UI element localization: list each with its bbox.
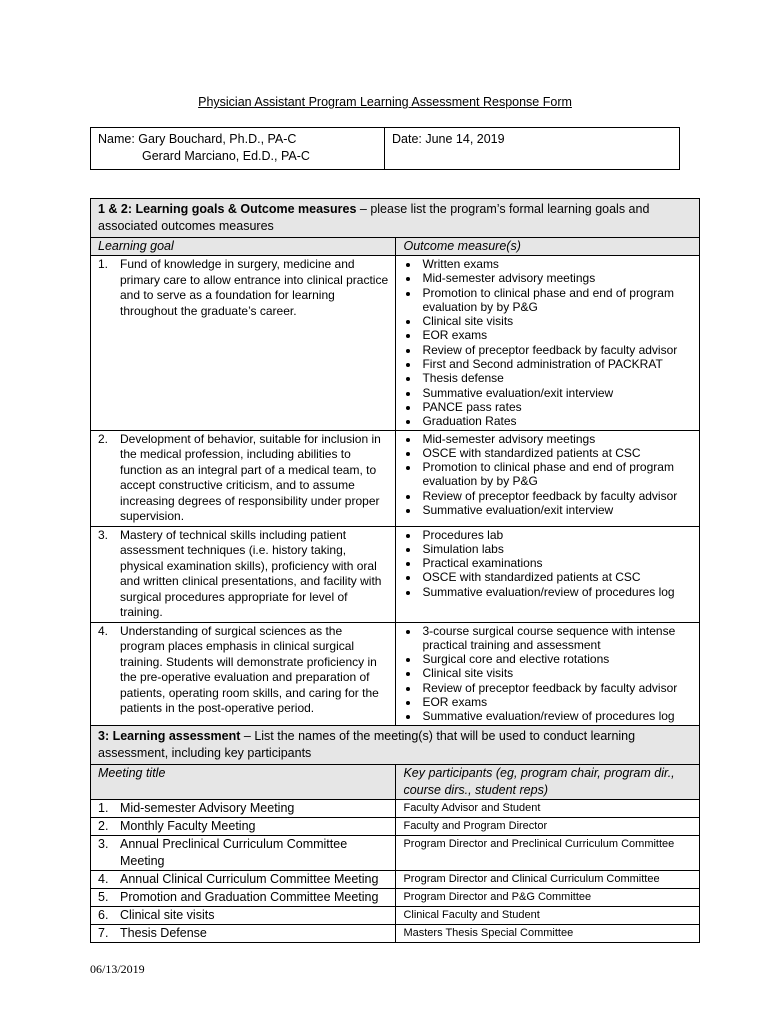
- col-key-participants: Key participants (eg, program chair, program dir., course dirs., student reps): [396, 764, 700, 799]
- measure-item: • Promotion to clinical phase and end of program evaluation by by P&G: [420, 286, 692, 315]
- meeting-number: 2.: [98, 818, 109, 833]
- measure-item: • Review of preceptor feedback by faculty advisor: [420, 489, 692, 503]
- meeting-title-cell: [91, 870, 396, 888]
- meeting-title-cell: [91, 906, 396, 924]
- goal-number: 2.: [98, 431, 109, 446]
- goal-row: [91, 526, 700, 622]
- meeting-number: 4.: [98, 871, 109, 886]
- measure-item: • OSCE with standardized patients at CSC: [420, 570, 692, 584]
- measure-item: • Review of preceptor feedback by faculty advisor: [420, 343, 692, 357]
- section-1-2-heading: 1 & 2: Learning goals & Outcome measures – please list the program’s formal learning goals and associated outcomes measures: [91, 199, 700, 238]
- meeting-participants: Masters Thesis Special Committee: [396, 924, 700, 942]
- measure-item: • PANCE pass rates: [420, 400, 692, 414]
- measure-item: • Practical examinations: [420, 556, 692, 570]
- assessment-table: [90, 198, 700, 943]
- measure-item: • OSCE with standardized patients at CSC: [420, 446, 692, 460]
- meeting-row: [91, 906, 700, 924]
- goal-cell: [91, 430, 396, 526]
- goal-row: [91, 622, 700, 725]
- meeting-title: Monthly Faculty Meeting: [120, 818, 256, 833]
- name-date-table: [90, 127, 680, 170]
- meeting-title-cell: [91, 924, 396, 942]
- goal-number: 1.: [98, 257, 109, 271]
- date-cell: Date: June 14, 2019: [385, 128, 680, 170]
- meeting-title-cell: [91, 817, 396, 835]
- measures-list: [403, 257, 692, 429]
- measure-item: • 3-course surgical course sequence with intense practical training and assessment: [420, 624, 692, 653]
- meeting-title: Annual Preclinical Curriculum Committee Meeting: [120, 836, 348, 868]
- measure-item: • Thesis defense: [420, 371, 692, 385]
- meeting-participants: Faculty and Program Director: [396, 817, 700, 835]
- goal-cell: [91, 526, 396, 622]
- measure-item: • Clinical site visits: [420, 314, 692, 328]
- meeting-participants: Clinical Faculty and Student: [396, 906, 700, 924]
- measure-item: • Procedures lab: [420, 528, 692, 542]
- meeting-title: Thesis Defense: [120, 925, 207, 940]
- measures-list: [403, 528, 692, 599]
- measure-item: • Summative evaluation/exit interview: [420, 503, 692, 517]
- meeting-title-cell: [91, 835, 396, 870]
- meeting-row: [91, 799, 700, 817]
- measure-item: • EOR exams: [420, 328, 692, 342]
- goal-cell: [91, 256, 396, 431]
- meeting-title-cell: [91, 888, 396, 906]
- measure-item: • Graduation Rates: [420, 414, 692, 428]
- measure-item: • Promotion to clinical phase and end of program evaluation by by P&G: [420, 460, 692, 489]
- meeting-participants: Faculty Advisor and Student: [396, 799, 700, 817]
- goal-row: [91, 256, 700, 431]
- goal-text: Understanding of surgical sciences as the program places emphasis in clinical surgical training. Students will demonstrate proficiency in the pre-operative evaluation and preparation of patients, operating room skills, and caring for the patients in the post-operative period.: [120, 623, 379, 716]
- measure-item: • Simulation labs: [420, 542, 692, 556]
- meeting-participants: Program Director and Clinical Curriculum Committee: [396, 870, 700, 888]
- meeting-number: 6.: [98, 907, 109, 922]
- meeting-row: [91, 924, 700, 942]
- goal-text: Fund of knowledge in surgery, medicine and primary care to allow entrance into clinical practice and to serve as a foundation for learning throughout the graduate’s career.: [120, 257, 389, 318]
- meetings-body: [91, 799, 700, 942]
- meeting-title: Promotion and Graduation Committee Meeting: [120, 889, 379, 904]
- goals-body: [91, 256, 700, 726]
- meeting-row: [91, 817, 700, 835]
- meeting-number: 7.: [98, 925, 109, 940]
- measures-cell: [396, 622, 700, 725]
- meeting-title: Annual Clinical Curriculum Committee Meeting: [120, 871, 379, 886]
- goal-text: Mastery of technical skills including patient assessment techniques (i.e. history taking, physical examination skills), proficiency with oral and written clinical presentations, and facility with surgical procedures appropriate for level of training.: [120, 527, 382, 620]
- meeting-row: [91, 888, 700, 906]
- measures-cell: [396, 526, 700, 622]
- measures-list: [403, 432, 692, 518]
- measure-item: • Summative evaluation/exit interview: [420, 386, 692, 400]
- page-title: Physician Assistant Program Learning Assessment Response Form: [198, 95, 572, 109]
- meeting-row: [91, 870, 700, 888]
- measures-cell: [396, 430, 700, 526]
- measure-item: • Summative evaluation/review of procedures log: [420, 585, 692, 599]
- goal-number: 3.: [98, 527, 109, 542]
- meeting-title: Mid-semester Advisory Meeting: [120, 800, 295, 815]
- col-learning-goal: Learning goal: [91, 238, 396, 256]
- meeting-participants: Program Director and Preclinical Curriculum Committee: [396, 835, 700, 870]
- section-3-heading: 3: Learning assessment – List the names of the meeting(s) that will be used to conduct learning assessment, including key participants: [91, 725, 700, 764]
- meeting-row: [91, 835, 700, 870]
- footer-date: 06/13/2019: [90, 962, 145, 976]
- meeting-number: 1.: [98, 800, 109, 815]
- col-outcome-measures: Outcome measure(s): [396, 238, 700, 256]
- meeting-number: 5.: [98, 889, 109, 904]
- measure-item: • Mid-semester advisory meetings: [420, 432, 692, 446]
- measure-item: • Surgical core and elective rotations: [420, 652, 692, 666]
- measures-cell: [396, 256, 700, 431]
- measure-item: • Mid-semester advisory meetings: [420, 271, 692, 285]
- measure-item: • Clinical site visits: [420, 666, 692, 680]
- goal-number: 4.: [98, 623, 109, 638]
- meeting-number: 3.: [98, 836, 109, 851]
- meeting-title-cell: [91, 799, 396, 817]
- measures-list: [403, 624, 692, 724]
- meeting-title: Clinical site visits: [120, 907, 215, 922]
- name-line-1: Name: Gary Bouchard, Ph.D., PA-C: [98, 132, 297, 146]
- measure-item: • First and Second administration of PACKRAT: [420, 357, 692, 371]
- measure-item: • Summative evaluation/review of procedures log: [420, 709, 692, 723]
- measure-item: • Written exams: [420, 257, 692, 271]
- meeting-participants: Program Director and P&G Committee: [396, 888, 700, 906]
- goal-row: [91, 430, 700, 526]
- col-meeting-title: Meeting title: [91, 764, 396, 799]
- goal-cell: [91, 622, 396, 725]
- name-line-2: Gerard Marciano, Ed.D., PA-C: [142, 149, 310, 163]
- measure-item: • Review of preceptor feedback by faculty advisor: [420, 681, 692, 695]
- name-cell: [91, 128, 385, 170]
- measure-item: • EOR exams: [420, 695, 692, 709]
- goal-text: Development of behavior, suitable for inclusion in the medical profession, including abilities to function as an integral part of a medical team, to accept constructive criticism, and to assume increasing degrees of responsibility under proper supervision.: [120, 431, 381, 524]
